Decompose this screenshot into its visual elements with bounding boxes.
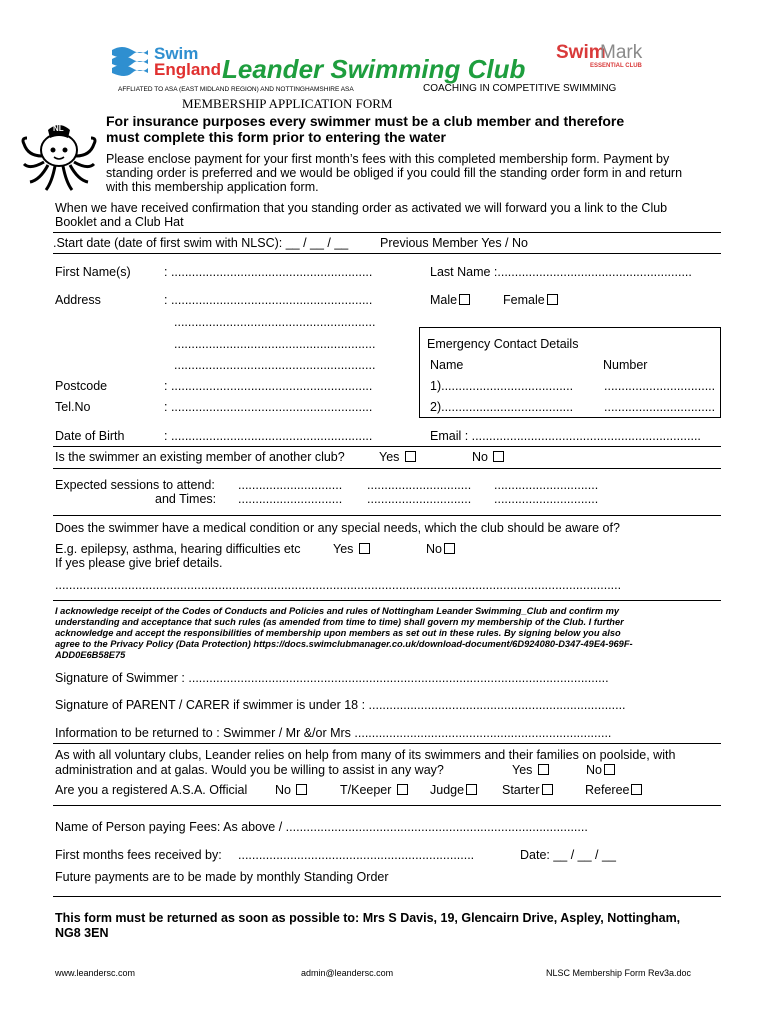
first-name-field[interactable]: : .......................................................... [164,265,373,279]
divider [53,743,721,744]
swimmer-signature-field[interactable]: Signature of Swimmer : ......................................................................................................................... [55,671,609,685]
fee-payer-field[interactable]: Name of Person paying Fees: As above / ....................................................................................... [55,820,588,834]
time-slot-2[interactable]: .............................. [367,492,472,506]
time-slot-1[interactable]: .............................. [238,492,343,506]
medical-yes[interactable] [333,542,370,556]
confirm-note-1: When we have received confirmation that you standing order as activated we will forward you a link to the Club [55,201,668,215]
declaration-3: acknowledge and accept the responsibilities of membership upon members as set out in these rules. By signing below you also [55,628,621,638]
payment-note-2: standing order is preferred and we would be obliged if you could fill the standing order form in and return [106,166,683,180]
start-date-field[interactable]: .Start date (date of first swim with NLSC): __ / __ / __ [53,236,349,250]
volunteer-yes-label: Yes [512,763,533,777]
male-label: Male [430,293,458,307]
existing-yes-label: Yes [379,450,400,464]
asa-judge[interactable] [430,783,477,797]
medical-details-label: If yes please give brief details. [55,556,223,570]
first-name-label: First Name(s) [55,265,131,279]
emergency-title: Emergency Contact Details [427,337,579,351]
female-label: Female [503,293,545,307]
gender-male[interactable] [430,293,470,307]
session-slot-3[interactable]: .............................. [494,478,599,492]
payment-note-1: Please enclose payment for your first month’s fees with this completed membership form. Payment by [106,152,670,166]
declaration-5: ADD0E6B58E75 [55,650,126,660]
parent-signature-field[interactable]: Signature of PARENT / CARER if swimmer is under 18 : .......................................................................... [55,698,626,712]
address-field-1[interactable]: : .......................................................... [164,293,373,307]
volunteer-yes-checkbox[interactable] [538,764,549,775]
swim-england-logo-top: Swim [154,44,199,63]
starter-checkbox[interactable] [542,784,553,795]
swimmark-logo [556,42,652,76]
fees-received-field[interactable]: .................................................................... [238,848,475,862]
fees-received-label: First months fees received by: [55,848,222,862]
volunteer-text-1: As with all voluntary clubs, Leander relies on help from many of its swimmers and their families on poolside, with [55,748,676,762]
existing-no-checkbox[interactable] [493,451,504,462]
octopus-mascot-icon [18,116,100,194]
address-field-2[interactable]: .......................................................... [174,315,376,329]
footer-website[interactable]: www.leandersc.com [55,968,136,978]
future-payments-note: Future payments are to be made by monthly Standing Order [55,870,389,884]
session-slot-2[interactable]: .............................. [367,478,472,492]
address-field-4[interactable]: .......................................................... [174,358,376,372]
emergency-number-header: Number [603,358,648,372]
tel-field[interactable]: : .......................................................... [164,400,373,414]
divider [53,232,721,233]
footer-email[interactable]: admin@leandersc.com [301,968,394,978]
emergency-name-1[interactable]: 1)...................................... [430,379,574,393]
medical-no-checkbox[interactable] [444,543,455,554]
dob-label: Date of Birth [55,429,125,443]
volunteer-no-label: No [586,763,602,777]
medical-example: E.g. epilepsy, asthma, hearing difficulties etc [55,542,301,556]
emergency-name-2[interactable]: 2)...................................... [430,400,574,414]
starter-label: Starter [502,783,540,797]
referee-label: Referee [585,783,630,797]
existing-no[interactable] [472,450,504,464]
asa-no[interactable] [275,783,307,797]
volunteer-text-2: administration and at galas. Would you be willing to assist in any way? [55,763,444,777]
session-slot-1[interactable]: .............................. [238,478,343,492]
emergency-number-2[interactable]: ................................ [604,400,716,414]
swimmark-logo-a: Swim [556,42,606,63]
declaration-1: I acknowledge receipt of the Codes of Conducts and Policies and rules of Nottingham Leander Swimming_Club and confirm my [55,606,620,616]
asa-referee[interactable] [585,783,642,797]
declaration-2: understanding and acceptance that such rules (as amended from time to time) shall govern my membership of the Club. I further [55,617,624,627]
medical-no-label: No [426,542,442,556]
times-label: and Times: [155,492,217,506]
divider [53,468,721,469]
insurance-notice-1: For insurance purposes every swimmer must be a club member and therefore [106,113,625,129]
affiliation-text: AFFLIATED TO ASA (EAST MIDLAND REGION) AND NOTTINGHAMSHIRE ASA [118,86,354,93]
emergency-number-1[interactable]: ................................ [604,379,716,393]
asa-no-checkbox[interactable] [296,784,307,795]
existing-yes[interactable] [379,450,416,464]
confirm-note-2: Booklet and a Club Hat [55,215,184,229]
return-to-field[interactable]: Information to be returned to : Swimmer / Mr &/or Mrs .......................................................................... [55,726,612,740]
tkeeper-label: T/Keeper [340,783,392,797]
divider [53,446,721,447]
medical-no[interactable] [426,542,455,556]
existing-member-question: Is the swimmer an existing member of another club? [55,450,345,464]
female-checkbox[interactable] [547,294,558,305]
gender-female[interactable] [503,293,558,307]
footer-doc: NLSC Membership Form Rev3a.doc [546,968,692,978]
divider [53,600,721,601]
address-field-3[interactable]: .......................................................... [174,337,376,351]
return-notice-1: This form must be returned as soon as possible to: Mrs S Davis, 19, Glencairn Drive, Aspley, Nottingham, [55,911,681,925]
divider [53,515,721,516]
insurance-notice-2: must complete this form prior to entering the water [106,129,446,145]
swim-england-logo-bottom: England [154,60,222,79]
email-field[interactable]: Email : .................................................................. [430,429,701,443]
volunteer-yes[interactable] [512,763,549,777]
asa-official-label: Are you a registered A.S.A. Official [55,783,248,797]
return-notice-2: NG8 3EN [55,926,109,940]
medical-question: Does the swimmer have a medical condition or any special needs, which the club should be aware of? [55,521,620,535]
judge-label: Judge [430,783,465,797]
medical-details-field[interactable]: ................................................................................................................................................................... [55,578,622,592]
swim-england-waves-icon [110,44,150,78]
mascot-cap-text: NL [53,124,64,133]
coaching-text: COACHING IN COMPETITIVE SWIMMING [423,83,617,94]
referee-checkbox[interactable] [631,784,642,795]
form-title: MEMBERSHIP APPLICATION FORM [182,96,393,111]
asa-tkeeper[interactable] [340,783,408,797]
previous-member-field[interactable]: Previous Member Yes / No [380,236,528,250]
emergency-name-header: Name [430,358,464,372]
swim-england-logo [110,44,222,80]
medical-yes-label: Yes [333,542,354,556]
time-slot-3[interactable]: .............................. [494,492,599,506]
fees-date-field[interactable]: Date: __ / __ / __ [520,848,616,862]
postcode-field[interactable]: : .......................................................... [164,379,373,393]
postcode-label: Postcode [55,379,108,393]
declaration-4: agree to the Privacy Policy (Data Protection) https://docs.swimclubmanager.co.uk/download-document/6D924080-D347-49E4-969F- [55,639,633,649]
divider [53,896,721,897]
existing-no-label: No [472,450,488,464]
tel-label: Tel.No [55,400,91,414]
address-label: Address [55,293,101,307]
divider [53,805,721,806]
last-name-field[interactable]: Last Name :........................................................ [430,265,692,279]
volunteer-no[interactable] [586,763,615,777]
payment-note-3: with this membership application form. [106,180,319,194]
sessions-label: Expected sessions to attend: [55,478,215,492]
club-name: Leander Swimming Club [222,54,526,84]
asa-starter[interactable] [502,783,553,797]
swimmark-logo-b: Mark [600,42,643,63]
judge-checkbox[interactable] [466,784,477,795]
divider [53,253,721,254]
asa-no-label: No [275,783,291,797]
volunteer-no-checkbox[interactable] [604,764,615,775]
tkeeper-checkbox[interactable] [397,784,408,795]
male-checkbox[interactable] [459,294,470,305]
swimmark-logo-sub: ESSENTIAL CLUB [590,63,642,69]
medical-yes-checkbox[interactable] [359,543,370,554]
dob-field[interactable]: : .......................................................... [164,429,373,443]
existing-yes-checkbox[interactable] [405,451,416,462]
